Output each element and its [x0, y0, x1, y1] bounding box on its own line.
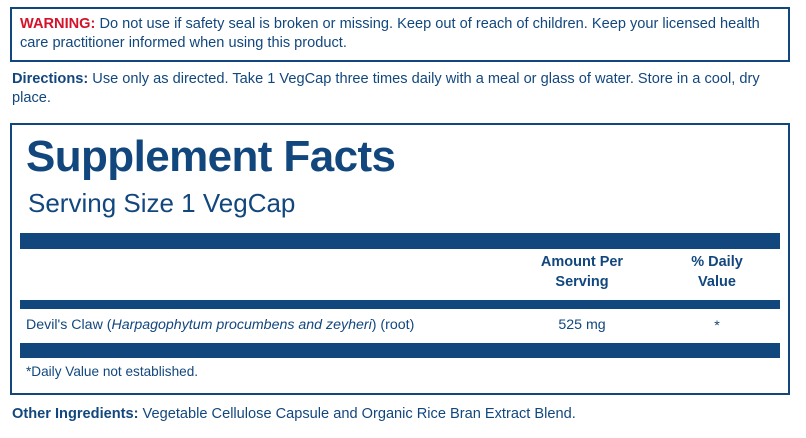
directions-block — [12, 70, 796, 108]
ingredient-latin-name: Harpagophytum procumbens and zeyheri — [111, 317, 372, 333]
column-header-dv-line2: Value — [698, 274, 736, 290]
other-ingredients-block — [12, 404, 796, 424]
warning-label: WARNING: — [20, 16, 96, 32]
other-ingredients-body: Vegetable Cellulose Capsule and Organic Rice Bran Extract Blend. — [138, 406, 576, 422]
serving-size-text: Serving Size 1 VegCap — [28, 188, 296, 218]
column-header-amount-line2: Serving — [555, 274, 609, 290]
table-column-headers — [12, 252, 788, 298]
ingredient-daily-value: * — [714, 318, 720, 334]
divider-bar-bottom — [20, 343, 780, 358]
warning-box — [10, 7, 790, 62]
warning-body: Do not use if safety seal is broken or missing. Keep out of reach of children. Keep your licensed health care practitioner informed when using this product. — [20, 16, 760, 51]
supplement-facts-panel — [10, 123, 790, 395]
daily-value-footnote: *Daily Value not established. — [26, 364, 199, 379]
column-header-amount — [512, 252, 652, 292]
divider-bar-middle — [20, 300, 780, 309]
ingredient-name — [26, 315, 414, 335]
column-header-dv-line1: % Daily — [691, 254, 743, 270]
divider-bar-top — [20, 233, 780, 249]
table-row — [12, 315, 788, 339]
other-ingredients-label: Other Ingredients: — [12, 406, 139, 422]
ingredient-name-prefix: Devil's Claw ( — [26, 317, 112, 333]
supplement-facts-title: Supplement Facts — [26, 132, 396, 181]
directions-label: Directions: — [12, 71, 89, 87]
column-header-amount-line1: Amount Per — [540, 254, 624, 270]
warning-text — [20, 15, 780, 53]
ingredient-amount: 525 mg — [558, 317, 606, 333]
ingredient-name-suffix: ) (root) — [371, 317, 415, 333]
directions-body: Use only as directed. Take 1 VegCap three times daily with a meal or glass of water. Store in a cool, dry place. — [12, 71, 760, 106]
column-header-daily-value — [662, 252, 772, 292]
